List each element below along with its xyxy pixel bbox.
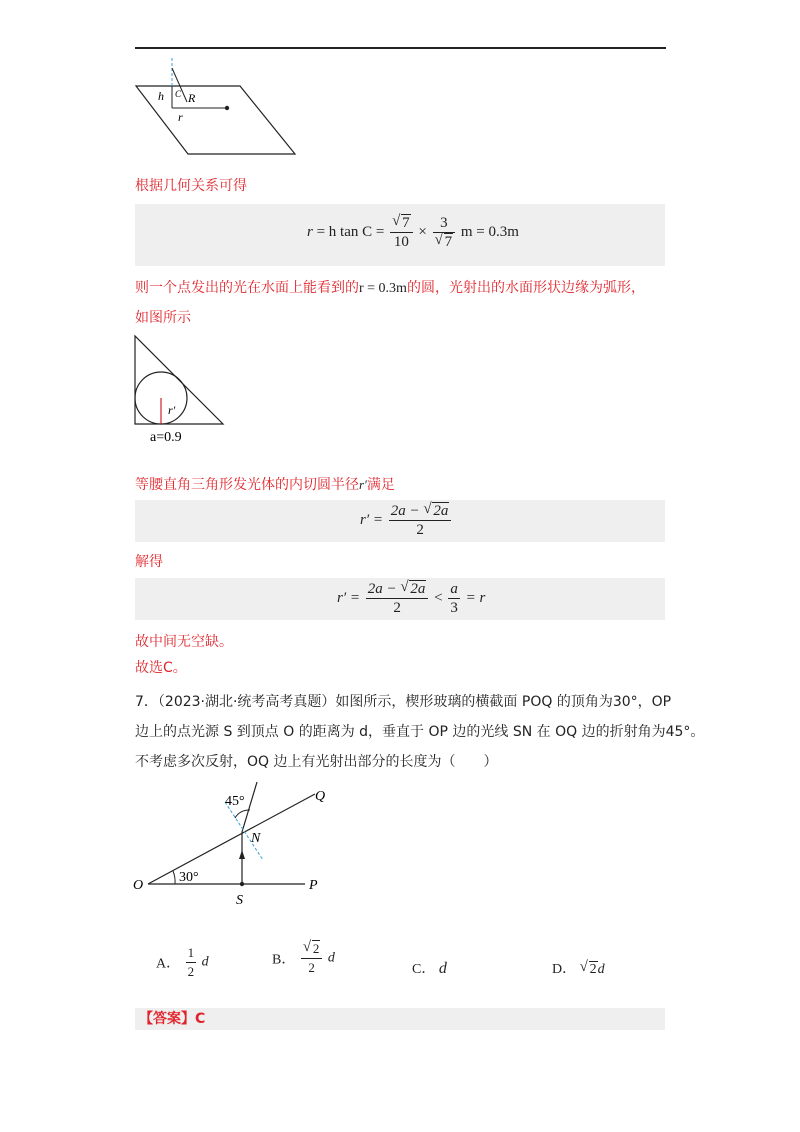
fig3-N: N — [251, 831, 261, 846]
fig3-Q: Q — [315, 789, 326, 804]
q7-line3: 不考虑多次反射，OQ 边上有光射出部分的长度为（ ） — [135, 754, 498, 770]
fig1-c: C — [175, 89, 182, 99]
fig3-S: S — [236, 893, 243, 908]
formula-1 — [307, 214, 519, 251]
fig1-R: R — [188, 91, 196, 105]
formula-3: r′ = 2a − √ 2a 2 < $\frac{a}{3}$ = r — [337, 579, 486, 616]
formula-box-3 — [135, 578, 665, 620]
text-line5: 解得 — [135, 554, 163, 570]
fig2-a-label: a=0.9 — [150, 430, 182, 445]
fig3-O: O — [133, 878, 144, 893]
figure-wedge — [125, 780, 345, 910]
fig2-rprime: r′ — [168, 403, 176, 417]
option-b[interactable]: B． √ 2 2 d — [272, 939, 335, 975]
header-rule — [135, 47, 666, 49]
answer-bar — [135, 1008, 665, 1030]
text-line2: 则一个点发出的光在水面上能看到的r = 0.3m的圆，光射出的水面形状边缘为弧形， — [135, 280, 645, 296]
q7-line2: 边上的点光源 S 到顶点 O 的距离为 d，垂直于 OP 边的光线 SN 在 OQ 边的折射角为45°。 — [135, 724, 705, 740]
option-c[interactable]: C． d — [412, 960, 447, 977]
formula-box-1 — [135, 204, 665, 266]
formula1-frac2: 3 √ 7 — [433, 214, 456, 251]
formula1-lhs: r — [307, 223, 313, 240]
text-line3: 如图所示 — [135, 310, 191, 326]
formula1-frac1: √ 7 10 — [390, 214, 413, 251]
figure-parallelogram — [130, 58, 310, 158]
q7-line1: 7．（2023·湖北·统考高考真题）如图所示，楔形玻璃的横截面 POQ 的顶角为30°，OP — [135, 694, 672, 710]
text-line4: 等腰直角三角形发光体的内切圆半径r′满足 — [135, 477, 395, 493]
text-line6: 故中间无空缺。 — [135, 634, 233, 650]
option-d[interactable]: D． √ 2d — [552, 959, 605, 977]
text-line1: 根据几何关系可得 — [135, 178, 247, 194]
text-line7: 故选C。 — [135, 660, 187, 676]
fig1-h: h — [158, 89, 164, 103]
formula1-tail: m = 0.3m — [460, 223, 519, 240]
option-a[interactable]: A． $\frac{1}{2}$ d — [156, 945, 209, 979]
formula1-eq1: = h tan C = — [316, 223, 385, 240]
fig1-r: r — [178, 110, 183, 124]
formula-box-2 — [135, 500, 665, 542]
figure-triangle-incircle — [128, 332, 238, 447]
fig3-angle45: 45° — [225, 794, 245, 809]
formula-2: r′ = 2a − √ 2a 2 — [360, 502, 453, 539]
formula1-times: × — [418, 223, 427, 240]
fig3-angle30: 30° — [179, 870, 199, 885]
fig3-P: P — [309, 878, 318, 893]
answer-label: 【答案】C — [139, 1011, 206, 1027]
